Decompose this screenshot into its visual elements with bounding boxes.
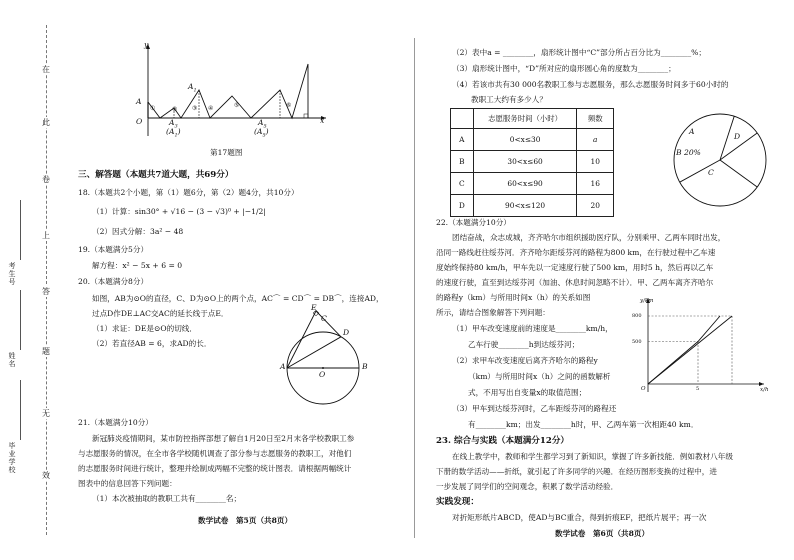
- table-cell: a: [577, 129, 614, 151]
- q22-line2: 沿同一路线赶往绥芬河．齐齐哈尔距绥芬河的路程为800 km，在行驶过程中乙车速: [436, 248, 716, 257]
- q21-line3: 的志愿服务时间进行统计，整理并绘制成两幅不完整的统计图表．请根据两幅统计: [78, 464, 352, 473]
- table-cell: A: [451, 129, 474, 151]
- graph-x-label: x/h: [760, 387, 769, 393]
- exam-no-label: 考生号: [8, 262, 16, 286]
- q21-part4a: （4）若该市共有30 000名教职工参与志愿服务，那么志愿服务时间多于60小时的: [452, 80, 729, 89]
- table-header-cell: [451, 109, 474, 129]
- frequency-table: [450, 108, 614, 217]
- q20-fig-label-o: O: [319, 370, 326, 379]
- fig17-region-1: ①: [150, 105, 156, 112]
- fig17-region-5: ⑤: [234, 102, 240, 109]
- q20-circle-figure: [272, 306, 382, 414]
- q20-fig-label-b: B: [362, 362, 368, 371]
- q23-line1: 在线上教学中，教师和学生都学习到了新知识，掌握了许多新技能．例如教材八年级: [452, 452, 733, 461]
- table-row: [451, 151, 614, 173]
- pie-slice-boundary: [720, 160, 757, 187]
- q22-part2a: （2）求甲车改变速度后离齐齐哈尔的路程y: [452, 356, 598, 365]
- q23-line2: 下册的数学活动——折纸，就引起了许多同学的兴趣．在经历图形变换的过程中，进: [436, 467, 717, 476]
- q22-part2b: （km）与所用时间x（h）之间的函数解析: [468, 372, 611, 381]
- left-page-footer: 数学试卷 第5页（共8页）: [198, 516, 293, 525]
- fig17-diagram: [126, 40, 336, 140]
- fig17-point-a1: $A_1$: [188, 82, 197, 94]
- name-label: 姓名: [8, 352, 16, 368]
- margin-char: 无: [42, 409, 50, 418]
- page-divider: [414, 38, 415, 538]
- margin-char: 卷: [42, 175, 50, 184]
- q21-line4: 图表中的信息回答下列问题：: [78, 479, 177, 488]
- margin-char: 题: [42, 347, 50, 356]
- fig17-y-label: y: [144, 40, 149, 49]
- table-cell: 0<x≤30: [473, 129, 577, 151]
- margin-char: 效: [42, 471, 50, 480]
- fig17-point-a5-paren: $(A_5)$: [254, 127, 269, 139]
- q23-line3: 一步发展了同学们的空间观念，积累了数学活动经验．: [436, 482, 619, 491]
- q22-part3b: 有________km；出发________h时，甲、乙两车第一次相距40 km．: [468, 420, 699, 429]
- q20-fig-label-c: C: [321, 314, 327, 323]
- pie-label-d: D: [734, 132, 741, 141]
- margin-char: 答: [42, 287, 50, 296]
- distance-time-graph: [628, 292, 768, 396]
- q20-heading: 20.（本题满分8分）: [78, 277, 149, 286]
- q22-line1: 团结奋战，众志成城，齐齐哈尔市组织援助医疗队，分别乘甲、乙两车同时出发，: [452, 233, 726, 242]
- pie-chart: [668, 108, 772, 212]
- table-row: [451, 195, 614, 217]
- q22-line6: 所示，请结合图象解答下列问题：: [436, 308, 550, 317]
- pie-label-c: C: [708, 168, 714, 177]
- school-label: 毕业学校: [8, 442, 16, 474]
- q18-part2: （2）因式分解：3a² − 48: [92, 227, 184, 236]
- q21-part4b: 教职工大约有多少人？: [471, 95, 547, 104]
- table-cell: 60<x≤90: [473, 173, 577, 195]
- fig17-region-4: ④: [208, 105, 214, 112]
- q22-line3: 度始终保持80 km/h，甲车先以一定速度行驶了500 km，用时5 h，然后再以乙车: [436, 263, 714, 272]
- q22-part3a: （3）甲车到达绥芬河时，乙车距绥芬河的路程还: [452, 404, 617, 413]
- graph-y-label: y/km: [640, 298, 654, 304]
- graph-y-tick: 800: [632, 313, 642, 319]
- q20-part1: （1）求证：DE是⊙O的切线．: [92, 324, 197, 333]
- table-row: [451, 173, 614, 195]
- q22-part2c: 式，不用写出自变量x的取值范围；: [468, 388, 587, 397]
- graph-x-tick: 5: [696, 386, 700, 392]
- q18-part1: （1）计算：sin30° + √16 − (3 − √3)⁰ + |−1/2|: [92, 207, 266, 216]
- q20-line1: 如图，AB为⊙O的直径，C、D为⊙O上的两个点，AC⌒ = CD⌒ = DB⌒，连接AD，: [92, 294, 384, 303]
- q23-line4: 对折矩形纸片ABCD，使AD与BC重合，得到折痕EF，把纸片展平；再一次: [452, 513, 707, 522]
- table-cell: 30<x≤60: [473, 151, 577, 173]
- q22-part1a: （1）甲车改变速度前的速度是________km/h，: [452, 324, 613, 333]
- table-cell: C: [451, 173, 474, 195]
- right-page-footer: 数学试卷 第6页（共8页）: [555, 529, 650, 538]
- q21-part2: （2）表中a = ________，扇形统计图中“C”部分所占百分比为________%；: [452, 48, 706, 57]
- pie-label-a: A: [689, 127, 695, 136]
- q22-line5: 的路程y（km）与所用时间x（h）的关系如图: [436, 293, 591, 302]
- q21-part1: （1）本次被抽取的教职工共有________名；: [92, 494, 242, 503]
- q21-line1: 新冠肺炎疫情期间，某市防控指挥部想了解自1月20日至2月末各学校教职工参: [92, 434, 355, 443]
- graph-y-tick: 500: [632, 339, 642, 345]
- binding-dashed-line: [46, 25, 47, 535]
- q22-line4: 的速度行驶，直至到达绥芬河（加油、休息时间忽略不计）．甲、乙两车离齐齐哈尔: [436, 278, 714, 287]
- fig17-origin-label: O: [136, 117, 143, 126]
- table-header-cell: 频数: [577, 109, 614, 129]
- q22-part1b: 乙车行驶________h到达绥芬河；: [468, 340, 580, 349]
- section3-heading: 三、解答题（本题共7道大题，共69分）: [78, 170, 234, 180]
- q19-heading: 19.（本题满分5分）: [78, 245, 149, 254]
- q19-body: 解方程：x² − 5x + 6 = 0: [92, 261, 183, 270]
- q21-heading: 21.（本题满分10分）: [78, 418, 153, 427]
- table-cell: B: [451, 151, 474, 173]
- practice-heading: 实践发现：: [436, 497, 479, 507]
- q20-fig-label-e: E: [311, 303, 317, 312]
- q20-fig-label-d: D: [343, 328, 350, 337]
- graph-origin: O: [641, 386, 646, 392]
- fig17-point-a1-paren: $(A_1)$: [166, 127, 181, 139]
- fig17-point-a: A: [136, 97, 142, 106]
- q20-fig-label-a: A: [280, 362, 286, 371]
- margin-char: 此: [42, 118, 50, 127]
- table-cell: 90<x≤120: [473, 195, 577, 217]
- q20-part2: （2）若直径AB = 6，求AD的长．: [92, 339, 212, 348]
- fig17-region-6: ⑥: [286, 102, 292, 109]
- fig17-caption: 第17题图: [210, 148, 243, 157]
- table-cell: 10: [577, 151, 614, 173]
- pie-label-b: B 20%: [676, 148, 701, 157]
- q21-line2: 与志愿服务的情况，在全市各学校随机调查了部分参与志愿服务的教职工，对他们: [78, 449, 352, 458]
- margin-char: 上: [42, 231, 50, 240]
- margin-char: 在: [42, 65, 50, 74]
- q23-heading: 23. 综合与实践（本题满分12分）: [436, 436, 570, 446]
- table-cell: 20: [577, 195, 614, 217]
- table-row: [451, 129, 614, 151]
- q18-heading: 18.（本题共2个小题，第（1）题6分，第（2）题4分，共10分）: [78, 188, 299, 197]
- fig17-x-label: x: [320, 116, 325, 125]
- fig17-point-a5: $A_5$: [258, 118, 267, 130]
- fig17-region-3: ③: [192, 105, 198, 112]
- q20-line2: 过点D作DE⊥AC交AC的延长线于点E．: [92, 309, 229, 318]
- fig17-point-a3: $A_3$: [169, 118, 178, 130]
- fig17-region-2: ②: [172, 106, 178, 113]
- q21-part3: （3）扇形统计图中，“D”所对应的扇形圆心角的度数为________；: [452, 64, 676, 73]
- table-cell: D: [451, 195, 474, 217]
- table-header-cell: 志愿服务时间（小时）: [473, 109, 577, 129]
- pie-slice-boundary: [720, 116, 734, 160]
- table-cell: 16: [577, 173, 614, 195]
- q22-heading: 22.（本题满分10分）: [436, 218, 511, 227]
